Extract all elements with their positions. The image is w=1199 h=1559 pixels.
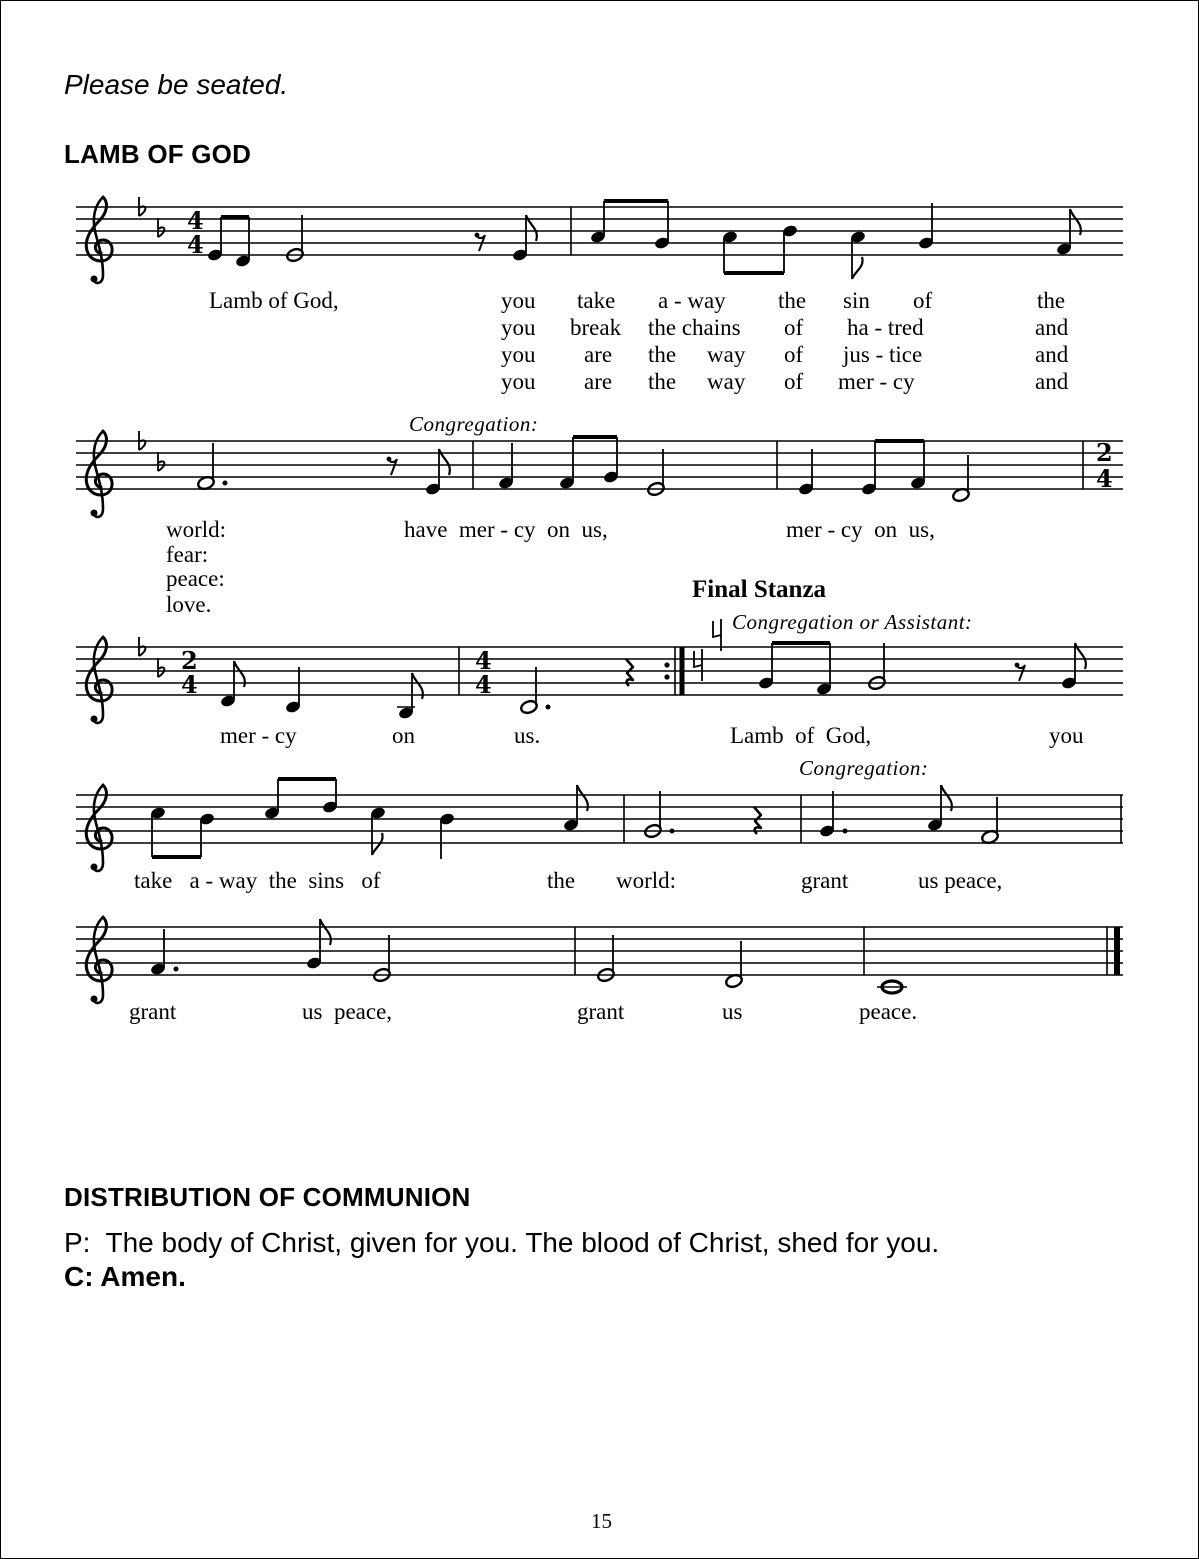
lyric-word: are — [584, 369, 613, 394]
congregation-response: C: Amen. — [64, 1261, 186, 1292]
lyric-word: you — [501, 315, 536, 340]
svg-text:4: 4 — [475, 670, 492, 699]
eighth-rest-icon — [387, 457, 397, 475]
svg-text:4: 4 — [475, 646, 492, 675]
pastor-line: P: The body of Christ, given for you. The blood of Christ, shed for you. — [64, 1227, 940, 1258]
final-stanza-label: Final Stanza — [692, 576, 827, 603]
treble-clef-icon — [86, 431, 112, 517]
lyric-word: the — [1037, 288, 1066, 313]
staff-2-notes — [197, 437, 1113, 503]
lyric-ending: fear: — [166, 542, 209, 567]
lyric-word: of — [784, 342, 804, 367]
lyric-word: the — [648, 342, 677, 367]
lyric-mercy: mer - cy — [220, 723, 297, 748]
lyric-us: us — [722, 999, 743, 1024]
quarter-rest-icon — [626, 659, 633, 686]
lyric-word: you — [501, 288, 536, 313]
lyric-word: of — [784, 315, 804, 340]
lyric-word: are — [584, 342, 613, 367]
lyric-word: a - way — [658, 288, 726, 313]
lyric-word: jus - tice — [843, 342, 923, 367]
lyric-word: you — [501, 369, 536, 394]
lyric-on: on — [392, 723, 415, 748]
lyric-us: us. — [514, 723, 541, 748]
lyric-grant: grant — [129, 999, 177, 1024]
seating-instruction: Please be seated. — [64, 69, 289, 100]
svg-text:4: 4 — [181, 670, 198, 699]
flat-icon — [158, 452, 164, 471]
lyric-peace: peace. — [859, 999, 918, 1024]
lyric-ending: peace: — [166, 566, 225, 591]
lyric-word: take — [577, 288, 616, 313]
lyric-you: you — [1049, 723, 1084, 748]
svg-text:4: 4 — [1096, 464, 1113, 493]
lyric-word: you — [501, 342, 536, 367]
lyric-ending: world: — [166, 517, 227, 542]
svg-text:2: 2 — [1096, 438, 1113, 467]
direction-congregation: Congregation: — [409, 412, 539, 436]
lyric-word: mer - cy — [838, 369, 915, 394]
lyric-word: way — [707, 342, 746, 367]
staff-5-notes — [150, 919, 1117, 993]
staff-2-lines — [76, 441, 1123, 489]
lyric-word: of — [913, 288, 933, 313]
page-number: 15 — [591, 1509, 612, 1533]
svg-text:4: 4 — [187, 230, 204, 259]
flat-icon — [158, 658, 164, 677]
lyric-word: sin — [843, 288, 870, 313]
staff-4-lines — [76, 795, 1123, 843]
lyric-us-peace: us peace, — [302, 999, 393, 1024]
lamb-of-god-heading: LAMB OF GOD — [64, 139, 252, 169]
quarter-rest-icon — [754, 807, 761, 834]
lyric-word: of — [784, 369, 804, 394]
lyric-ending: love. — [166, 592, 212, 617]
staff-1-lines — [76, 207, 1123, 255]
lyric-word: the — [778, 288, 807, 313]
lyric-word: way — [707, 369, 746, 394]
flat-icon — [139, 431, 145, 450]
lyric-word: and — [1035, 369, 1069, 394]
lyric-lamb-of-god: Lamb of God, — [209, 288, 339, 313]
staff-1-notes — [207, 201, 1081, 279]
staff-3-lines — [76, 647, 1123, 695]
lyric-mercy-on-us: mer - cy on us, — [786, 517, 935, 542]
lyric-word: break — [570, 315, 622, 340]
eighth-rest-icon — [475, 233, 485, 251]
direction-congregation-final: Congregation: — [799, 756, 929, 780]
lyric-the: the — [547, 868, 576, 893]
lyric-word: and — [1035, 342, 1069, 367]
lyric-word: and — [1035, 315, 1069, 340]
lyric-grant: grant — [801, 868, 849, 893]
treble-clef-icon — [86, 785, 112, 871]
staff-5-lines — [76, 927, 1123, 975]
flat-icon — [139, 197, 145, 216]
lyric-word: the chains — [648, 315, 741, 340]
lyric-have-mercy: have mer - cy on us, — [404, 517, 608, 542]
treble-clef-icon — [86, 917, 112, 1003]
treble-clef-icon — [86, 197, 112, 283]
svg-text:4: 4 — [187, 206, 204, 235]
eighth-rest-icon — [1015, 663, 1025, 681]
treble-clef-icon — [86, 637, 112, 723]
svg-text:2: 2 — [181, 646, 198, 675]
lyric-world: world: — [616, 868, 677, 893]
lyric-word: the — [648, 369, 677, 394]
flat-icon — [139, 637, 145, 656]
lyric-word: ha - tred — [847, 315, 924, 340]
communion-heading: DISTRIBUTION OF COMMUNION — [64, 1182, 471, 1212]
flat-icon — [158, 218, 164, 237]
lyric-take-away: take a - way the sins of — [134, 868, 381, 893]
lyric-grant: grant — [577, 999, 625, 1024]
lyric-lamb-of-god-final: Lamb of God, — [730, 723, 872, 748]
direction-congregation-or-assistant: Congregation or Assistant: — [732, 610, 973, 634]
lyric-us-peace: us peace, — [918, 868, 1003, 893]
